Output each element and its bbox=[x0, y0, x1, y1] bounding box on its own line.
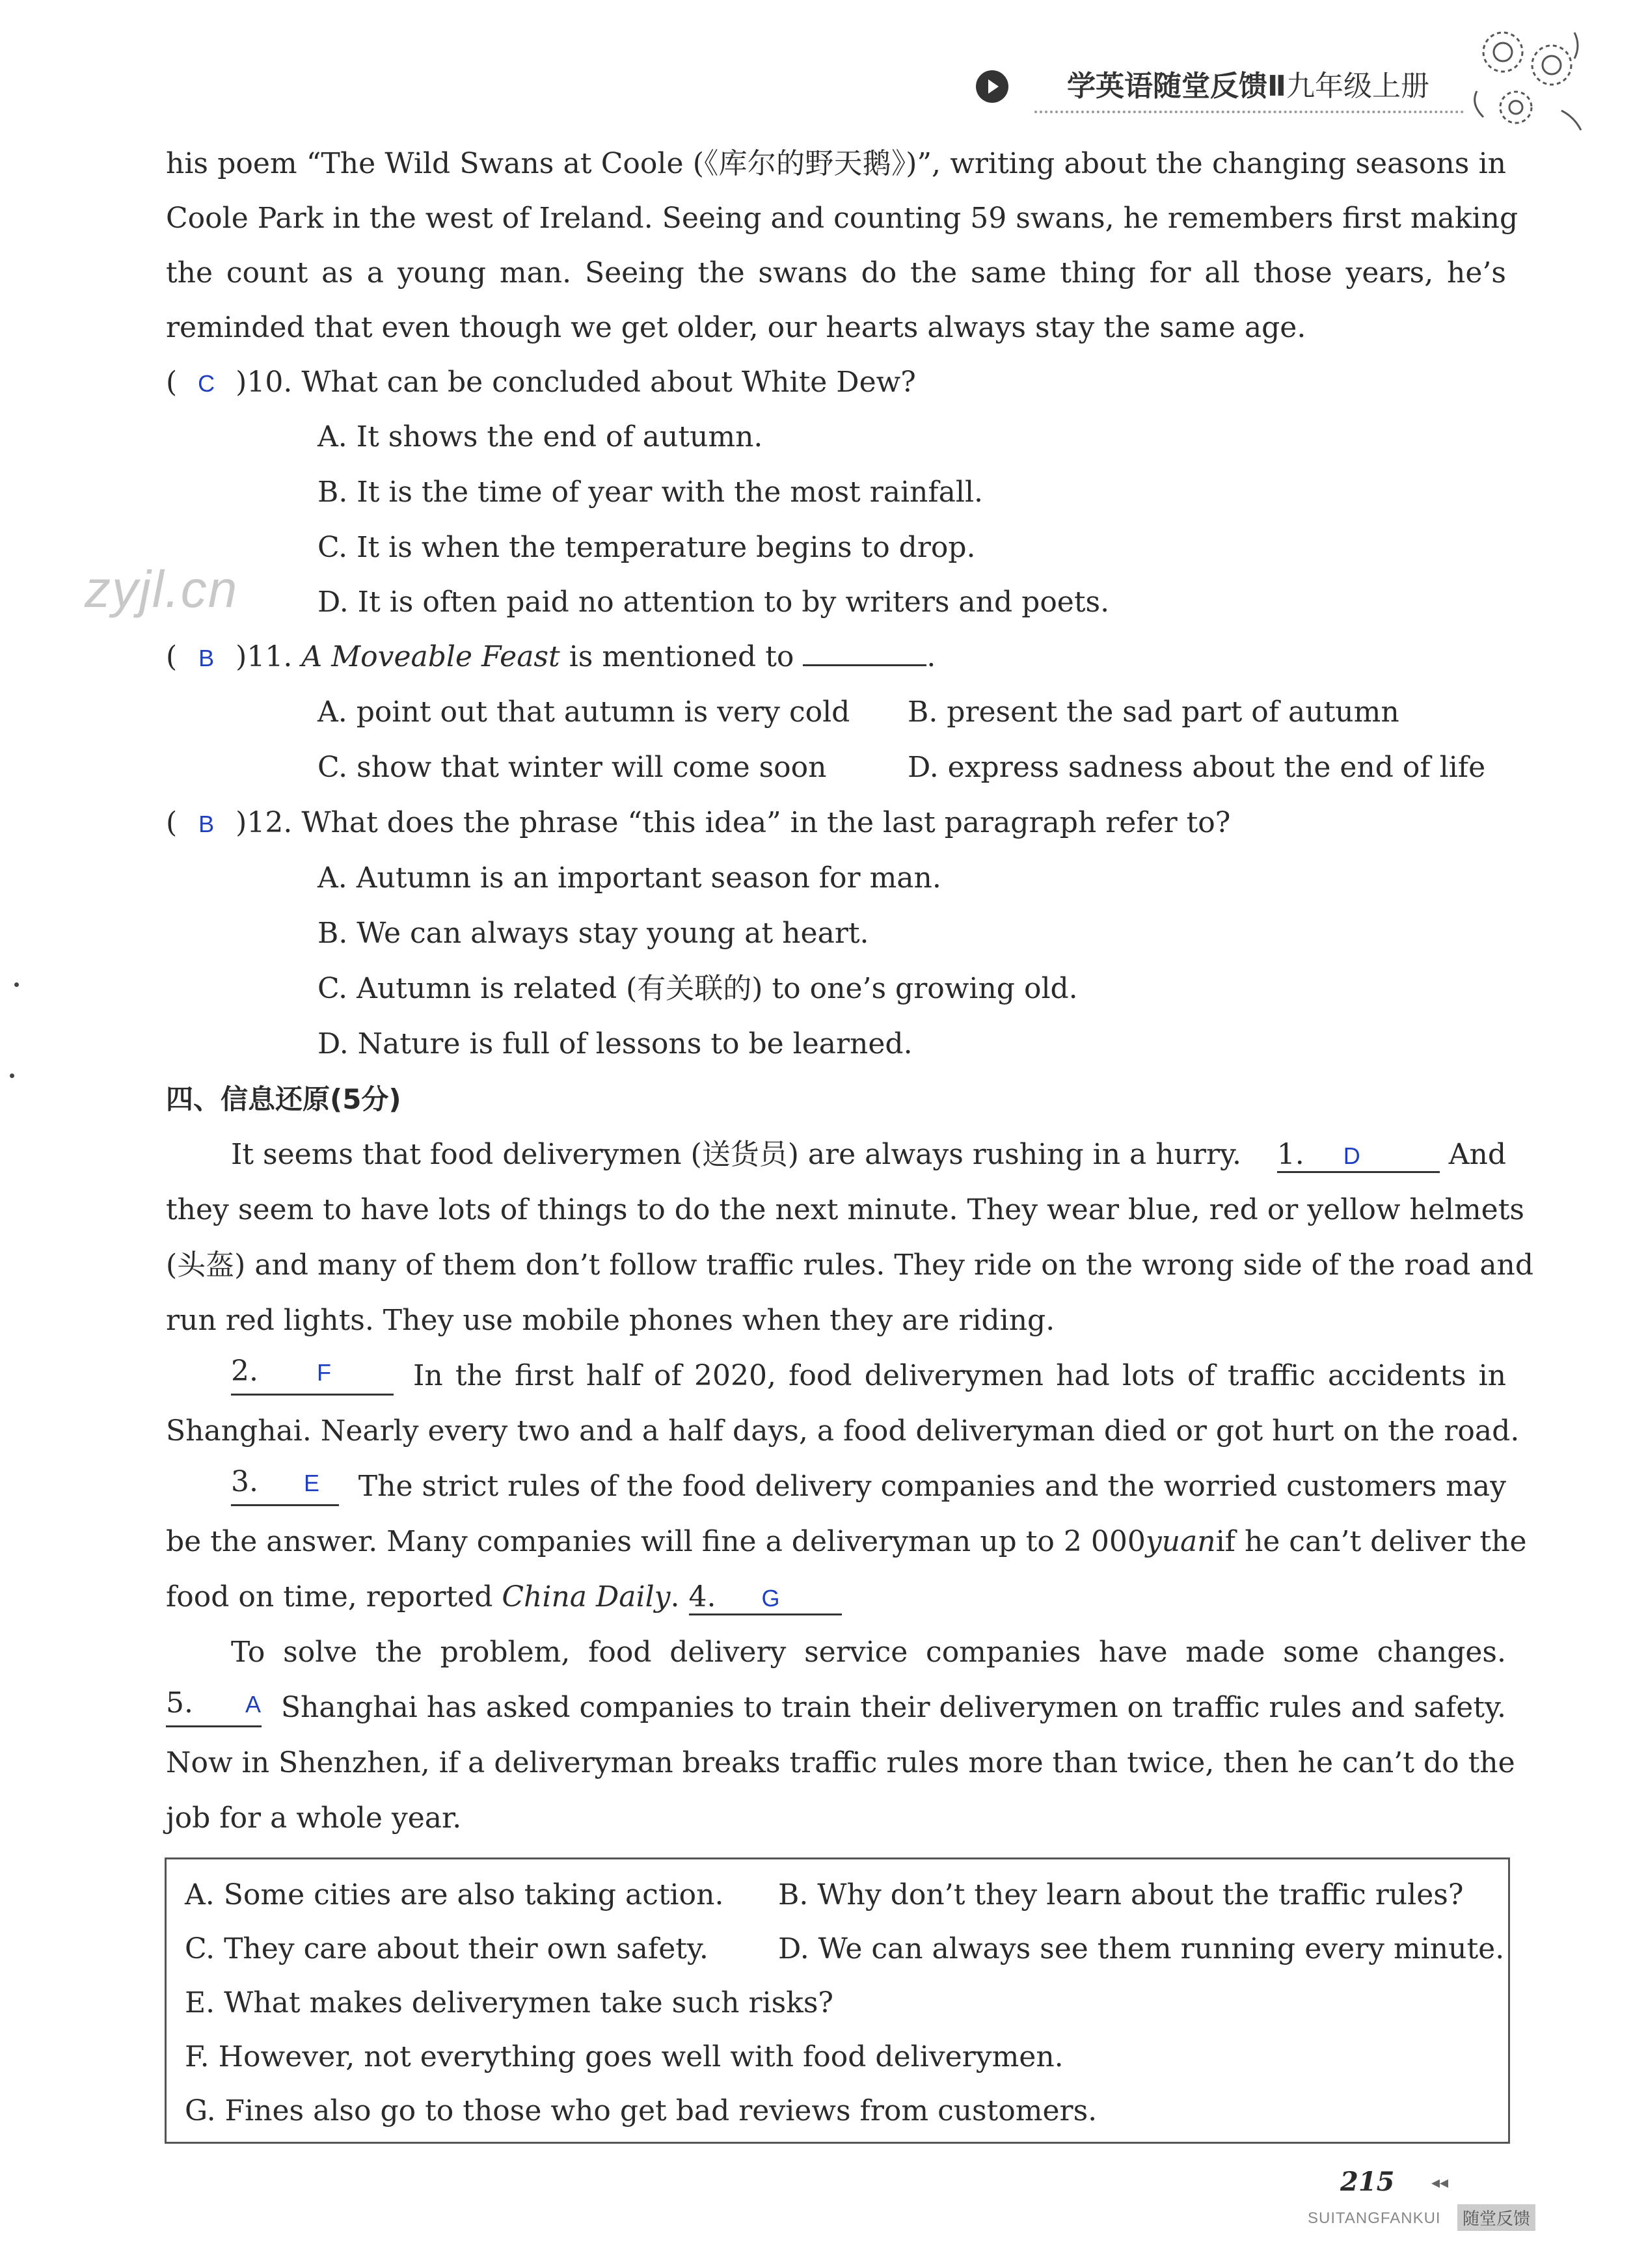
paragraph-1-line: It seems that food deliverymen (送货员) are always rushing in a hurry. 1. D And bbox=[231, 1135, 1506, 1174]
option-c: C. show that winter will come soon bbox=[317, 751, 827, 784]
question-11: ( B )11. A Moveable Feast is mentioned to . bbox=[166, 638, 1506, 678]
question-12: ( B )12. What does the phrase “this idea” in the last paragraph refer to? bbox=[166, 803, 1506, 844]
question-number: 12. bbox=[247, 806, 293, 839]
blank-3: 3. E bbox=[231, 1467, 339, 1506]
option-d: D. express sadness about the end of life bbox=[908, 751, 1486, 784]
blank-5: 5. A bbox=[166, 1688, 262, 1727]
option-a: A. Autumn is an important season for man. bbox=[317, 861, 941, 895]
option-d: D. It is often paid no attention to by writers and poets. bbox=[317, 586, 1110, 619]
option-b: B. It is the time of year with the most rainfall. bbox=[317, 476, 984, 509]
margin-dot bbox=[14, 982, 19, 987]
back-arrows-icon: ◂◂ bbox=[1431, 2173, 1449, 2193]
series-name-en: SUITANGFANKUI bbox=[1308, 2209, 1441, 2227]
option-c: C. Autumn is related (有关联的) to one’s growing old. bbox=[317, 972, 1078, 1005]
book-title-italic: A Moveable Feast bbox=[301, 640, 560, 673]
paragraph-line: job for a whole year. bbox=[166, 1802, 462, 1835]
watermark: zyjl.cn bbox=[85, 560, 239, 618]
answer-11: B bbox=[198, 645, 215, 671]
answer-3: E bbox=[303, 1470, 319, 1496]
box-option-d: D. We can always see them running every minute. bbox=[778, 1932, 1505, 1965]
answer-blank bbox=[803, 664, 926, 666]
option-d: D. Nature is full of lessons to be learned. bbox=[317, 1027, 913, 1060]
paragraph-3-line: 3. E The strict rules of the food delivery companies and the worried customers may bbox=[231, 1467, 1506, 1506]
option-a: A. point out that autumn is very cold bbox=[317, 695, 850, 729]
answer-12: B bbox=[198, 811, 215, 837]
question-stem: What does the phrase “this idea” in the last paragraph refer to? bbox=[301, 806, 1231, 839]
title-separator: Ⅱ bbox=[1267, 70, 1286, 103]
play-icon bbox=[976, 70, 1008, 103]
paragraph-line: (头盔) and many of them don’t follow traffic rules. They ride on the wrong side of the road and bbox=[166, 1249, 1534, 1282]
paragraph-line: food on time, reported China Daily. 4. G bbox=[166, 1578, 1506, 1617]
blank-4: 4. G bbox=[689, 1582, 842, 1615]
paragraph-2-line: 2. F In the first half of 2020, food deliverymen had lots of traffic accidents in bbox=[231, 1357, 1506, 1396]
question-10: ( C )10. What can be concluded about White Dew? bbox=[166, 363, 1506, 403]
option-b: B. present the sad part of autumn bbox=[908, 695, 1399, 729]
grade-label: 九年级上册 bbox=[1286, 70, 1429, 103]
box-option-b: B. Why don’t they learn about the traffic rules? bbox=[778, 1878, 1464, 1911]
margin-dot bbox=[10, 1073, 14, 1078]
box-option-f: F. However, not everything goes well with food deliverymen. bbox=[185, 2040, 1064, 2073]
box-option-e: E. What makes deliverymen take such risks? bbox=[185, 1986, 834, 2019]
series-name-cn: 随堂反馈 bbox=[1457, 2204, 1535, 2231]
header-divider bbox=[1034, 111, 1464, 113]
passage-line: the count as a young man. Seeing the swans do the same thing for all those years, he’s bbox=[166, 256, 1506, 290]
option-a: A. It shows the end of autumn. bbox=[317, 420, 763, 453]
passage-line: his poem “The Wild Swans at Coole (《库尔的野天鹅》)”, writing about the changing seasons in bbox=[166, 147, 1506, 180]
question-number: 10. bbox=[247, 366, 293, 399]
box-option-g: G. Fines also go to those who get bad reviews from customers. bbox=[185, 2094, 1098, 2127]
answer-5: A bbox=[245, 1691, 261, 1718]
paragraph-line: To solve the problem, food delivery service companies have made some changes. bbox=[231, 1636, 1506, 1669]
question-stem: is mentioned to bbox=[569, 640, 794, 673]
paragraph-4-line: 5. A Shanghai has asked companies to train their deliverymen on traffic rules and safety. bbox=[166, 1688, 1506, 1727]
options-box bbox=[165, 1857, 1510, 2144]
section-title: 四、信息还原(5分) bbox=[166, 1083, 401, 1115]
question-stem: What can be concluded about White Dew? bbox=[301, 366, 916, 399]
option-c: C. It is when the temperature begins to drop. bbox=[317, 531, 976, 564]
blank-2: 2. F bbox=[231, 1357, 394, 1396]
blank-1: 1. D bbox=[1277, 1140, 1440, 1173]
answer-10: C bbox=[198, 370, 215, 397]
paragraph-line: Shanghai. Nearly every two and a half days, a food deliveryman died or got hurt on the road. bbox=[166, 1414, 1520, 1448]
option-b: B. We can always stay young at heart. bbox=[317, 917, 869, 950]
passage-line: reminded that even though we get older, our hearts always stay the same age. bbox=[166, 311, 1306, 344]
answer-2: F bbox=[316, 1359, 331, 1386]
passage-line: Coole Park in the west of Ireland. Seeing and counting 59 swans, he remembers first making bbox=[166, 202, 1518, 235]
box-option-a: A. Some cities are also taking action. bbox=[185, 1878, 724, 1911]
answer-1: D bbox=[1343, 1142, 1360, 1169]
paragraph-line: Now in Shenzhen, if a deliveryman breaks traffic rules more than twice, then he can’t do the bbox=[166, 1746, 1515, 1779]
book-title bbox=[1067, 62, 1429, 104]
page-number: 215 bbox=[1340, 2167, 1395, 2197]
series-title: 学英语随堂反馈 bbox=[1067, 70, 1267, 103]
box-option-c: C. They care about their own safety. bbox=[185, 1932, 708, 1965]
flower-decoration-icon bbox=[1464, 13, 1594, 143]
paragraph-line: they seem to have lots of things to do the next minute. They wear blue, red or yellow helmets bbox=[166, 1193, 1524, 1226]
question-number: 11. bbox=[247, 640, 293, 673]
paragraph-line: run red lights. They use mobile phones when they are riding. bbox=[166, 1304, 1055, 1337]
paragraph-line: be the answer. Many companies will fine a deliveryman up to 2 000 yuan if he can’t deliver the bbox=[166, 1525, 1527, 1558]
answer-4: G bbox=[761, 1585, 780, 1612]
